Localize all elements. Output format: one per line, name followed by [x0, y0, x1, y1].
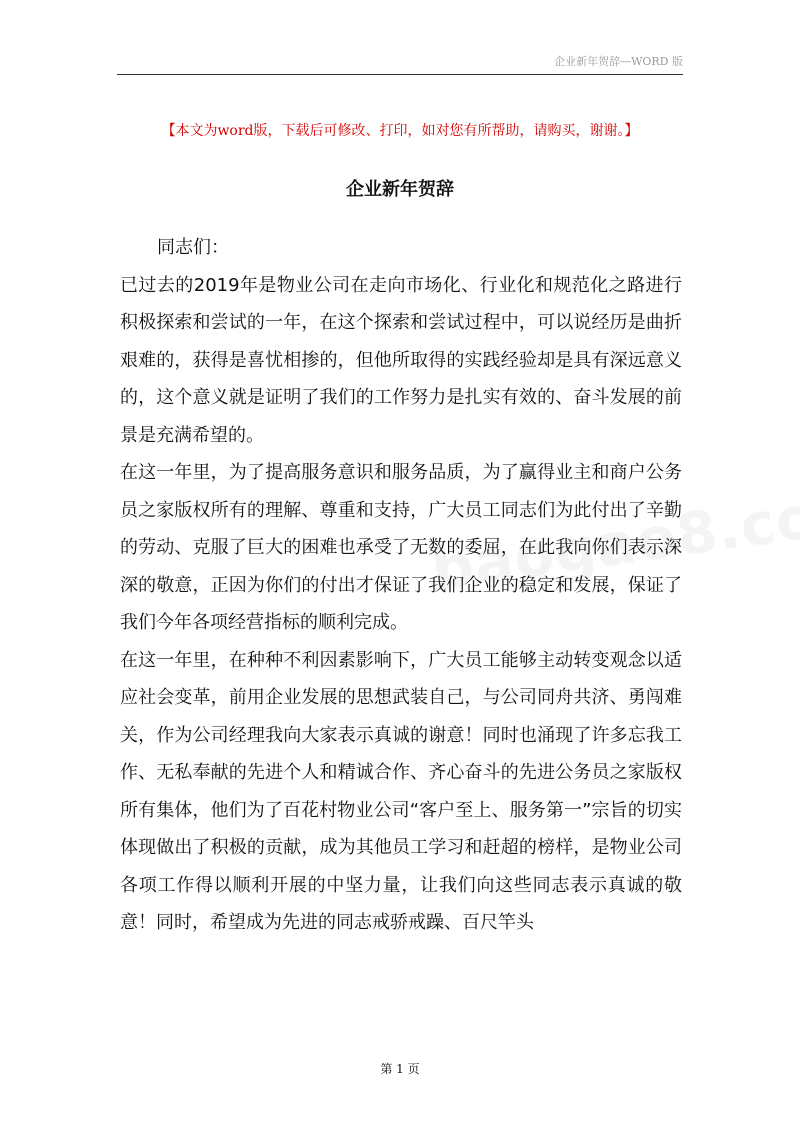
paragraph-1: 已过去的2019年是物业公司在走向市场化、行业化和规范化之路进行积极探索和尝试的一年，在这个探索和尝试过程中，可以说经历是曲折艰难的，获得是喜忧相掺的，但他所取得的实践经验却是具有深远意义的，这个意义就是证明了我们的工作努力是扎实有效的、奋斗发展的前景是充满希望的。	[120, 274, 682, 446]
document-body	[120, 229, 682, 942]
document-title: 企业新年贺辞	[346, 179, 454, 200]
page-number: 第 1 页	[380, 1062, 420, 1076]
header-rule	[117, 74, 683, 75]
download-notice: 【本文为word版，下载后可修改、打印，如对您有所帮助，请购买，谢谢。】	[161, 123, 639, 139]
greeting: 同志们：	[157, 237, 229, 258]
paragraph-3: 在这一年里，在种种不利因素影响下，广大员工能够主动转变观念以适应社会变革，前用企业发展的思想武装自己，与公司同舟共济、勇闯难关，作为公司经理我向大家表示真诚的谢意！同时也涌现了许多忘我工作、无私奉献的先进个人和精诚合作、齐心奋斗的先进公务员之家版权所有集体，他们为了百花村物业公司“客户至上、服务第一”宗旨的切实体现做出了积极的贡献，成为其他员工学习和赶超的榜样，是物业公司各项工作得以顺利开展的中坚力量，让我们向这些同志表示真诚的敬意！同时，希望成为先进的同志戒骄戒躁、百尺竿头	[120, 649, 682, 933]
paragraph-2: 在这一年里，为了提高服务意识和服务品质，为了赢得业主和商户公务员之家版权所有的理解、尊重和支持，广大员工同志们为此付出了辛勤的劳动、克服了巨大的困难也承受了无数的委屈，在此我向你们表示深深的敬意，正因为你们的付出才保证了我们企业的稳定和发展，保证了我们今年各项经营指标的顺利完成。	[120, 462, 682, 633]
running-header: 企业新年贺辞—WORD 版	[554, 55, 683, 68]
